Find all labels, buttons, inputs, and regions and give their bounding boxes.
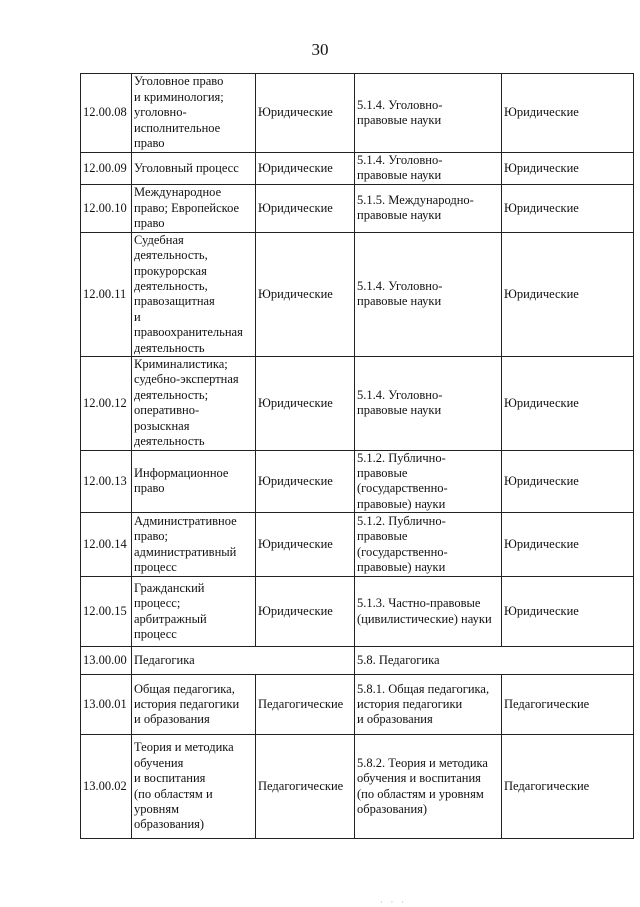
code-cell bbox=[81, 647, 132, 675]
new-branch-cell-text: Юридические bbox=[504, 160, 579, 175]
name-cell bbox=[132, 577, 256, 647]
name-cell-text: Уголовный процесс bbox=[134, 160, 239, 175]
new-branch-cell bbox=[502, 735, 634, 839]
code-cell-text: 12.00.08 bbox=[83, 105, 127, 120]
new-branch-cell-text: Юридические bbox=[504, 603, 579, 618]
new-branch-cell bbox=[502, 357, 634, 450]
new-spec-cell bbox=[355, 735, 502, 839]
new-branch-cell bbox=[502, 232, 634, 356]
branch-cell-text: Юридические bbox=[258, 286, 333, 301]
new-spec-cell bbox=[355, 450, 502, 513]
new-branch-cell bbox=[502, 74, 634, 153]
group-row bbox=[81, 647, 634, 675]
table-row bbox=[81, 74, 634, 153]
new-spec-cell bbox=[355, 357, 502, 450]
code-cell-text: 12.00.12 bbox=[83, 395, 127, 410]
group-name-cell bbox=[132, 647, 355, 675]
table-row bbox=[81, 577, 634, 647]
new-branch-cell bbox=[502, 184, 634, 232]
branch-cell bbox=[256, 74, 355, 153]
new-spec-cell bbox=[355, 184, 502, 232]
branch-cell-text: Юридические bbox=[258, 536, 333, 551]
name-cell-text: Гражданский процесс; арбитражный процесс bbox=[134, 580, 207, 642]
new-spec-cell-text: 5.8.1. Общая педагогика, история педагогики и образования bbox=[357, 681, 490, 727]
page-number: 30 bbox=[311, 40, 329, 59]
code-cell bbox=[81, 513, 132, 577]
code-cell bbox=[81, 184, 132, 232]
new-branch-cell-text: Юридические bbox=[504, 105, 579, 120]
code-cell bbox=[81, 232, 132, 356]
name-cell bbox=[132, 513, 256, 577]
group-new-spec-cell-text: 5.8. Педагогика bbox=[357, 652, 440, 667]
table-body bbox=[81, 74, 634, 839]
code-cell bbox=[81, 735, 132, 839]
new-branch-cell bbox=[502, 513, 634, 577]
branch-cell-text: Юридические bbox=[258, 160, 333, 175]
new-branch-cell bbox=[502, 153, 634, 185]
table-row bbox=[81, 675, 634, 735]
branch-cell-text: Юридические bbox=[258, 200, 333, 215]
table-row bbox=[81, 153, 634, 185]
name-cell-text: Уголовное право и криминология; уголовно- исполнительное право bbox=[134, 74, 224, 151]
code-cell bbox=[81, 450, 132, 513]
new-branch-cell-text: Педагогические bbox=[504, 778, 590, 793]
new-branch-cell-text: Педагогические bbox=[504, 696, 590, 711]
new-spec-cell bbox=[355, 675, 502, 735]
scan-artifact: · · · bbox=[380, 898, 407, 907]
new-spec-cell-text: 5.1.2. Публично- правовые (государственно- правовые) науки bbox=[357, 450, 448, 511]
name-cell bbox=[132, 675, 256, 735]
new-spec-cell-text: 5.1.4. Уголовно- правовые науки bbox=[357, 153, 443, 183]
new-spec-cell-text: 5.1.5. Международно- правовые науки bbox=[357, 192, 474, 223]
branch-cell-text: Педагогические bbox=[258, 778, 344, 793]
branch-cell-text: Юридические bbox=[258, 105, 333, 120]
new-spec-cell bbox=[355, 74, 502, 153]
name-cell bbox=[132, 232, 256, 356]
branch-cell-text: Педагогические bbox=[258, 696, 344, 711]
new-spec-cell-text: 5.1.4. Уголовно- правовые науки bbox=[357, 279, 443, 309]
name-cell-text: Судебная деятельность, прокурорская деятельность, правозащитная и правоохранительная деятельность bbox=[134, 232, 243, 355]
code-cell-text: 12.00.11 bbox=[83, 286, 127, 301]
new-branch-cell-text: Юридические bbox=[504, 286, 579, 301]
table-row bbox=[81, 232, 634, 356]
name-cell bbox=[132, 74, 256, 153]
name-cell bbox=[132, 184, 256, 232]
new-branch-cell-text: Юридические bbox=[504, 473, 579, 488]
new-spec-cell-text: 5.1.3. Частно-правовые (цивилистические) науки bbox=[357, 596, 492, 626]
code-cell bbox=[81, 74, 132, 153]
name-cell-text: Общая педагогика, история педагогики и образования bbox=[134, 681, 240, 727]
table-row bbox=[81, 184, 634, 232]
code-cell bbox=[81, 357, 132, 450]
new-branch-cell-text: Юридические bbox=[504, 200, 579, 215]
name-cell bbox=[132, 153, 256, 185]
new-spec-cell bbox=[355, 513, 502, 577]
group-name-cell-text: Педагогика bbox=[134, 652, 195, 667]
new-branch-cell bbox=[502, 675, 634, 735]
branch-cell bbox=[256, 450, 355, 513]
name-cell bbox=[132, 357, 256, 450]
name-cell-text: Информационное право bbox=[134, 465, 229, 496]
table-row bbox=[81, 450, 634, 513]
new-branch-cell-text: Юридические bbox=[504, 536, 579, 551]
code-cell bbox=[81, 675, 132, 735]
table-row bbox=[81, 513, 634, 577]
new-spec-cell-text: 5.1.4. Уголовно- правовые науки bbox=[357, 387, 443, 418]
code-cell-text: 12.00.14 bbox=[83, 536, 127, 551]
code-cell-text: 12.00.10 bbox=[83, 200, 127, 215]
name-cell-text: Международное право; Европейское право bbox=[134, 185, 240, 231]
code-cell bbox=[81, 153, 132, 185]
name-cell bbox=[132, 450, 256, 513]
new-spec-cell-text: 5.8.2. Теория и методика обучения и воспитания (по областям и уровням образования) bbox=[357, 755, 488, 817]
code-cell-text: 12.00.13 bbox=[83, 473, 127, 488]
name-cell-text: Теория и методика обучения и воспитания (по областям и уровням образования) bbox=[134, 740, 234, 832]
branch-cell bbox=[256, 153, 355, 185]
code-cell-text: 13.00.00 bbox=[83, 652, 127, 667]
branch-cell bbox=[256, 513, 355, 577]
new-branch-cell bbox=[502, 577, 634, 647]
code-cell-text: 13.00.02 bbox=[83, 778, 127, 793]
branch-cell-text: Юридические bbox=[258, 603, 333, 618]
branch-cell-text: Юридические bbox=[258, 473, 333, 488]
code-cell-text: 12.00.09 bbox=[83, 160, 127, 175]
new-branch-cell bbox=[502, 450, 634, 513]
branch-cell bbox=[256, 675, 355, 735]
branch-cell bbox=[256, 735, 355, 839]
table-row bbox=[81, 735, 634, 839]
code-cell-text: 13.00.01 bbox=[83, 696, 127, 711]
branch-cell bbox=[256, 357, 355, 450]
new-branch-cell-text: Юридические bbox=[504, 395, 579, 410]
table-row bbox=[81, 357, 634, 450]
group-new-spec-cell bbox=[355, 647, 634, 675]
branch-cell-text: Юридические bbox=[258, 395, 333, 410]
specialty-table bbox=[80, 73, 634, 839]
new-spec-cell-text: 5.1.4. Уголовно- правовые науки bbox=[357, 97, 443, 127]
code-cell bbox=[81, 577, 132, 647]
branch-cell bbox=[256, 232, 355, 356]
new-spec-cell bbox=[355, 232, 502, 356]
code-cell-text: 12.00.15 bbox=[83, 603, 127, 618]
new-spec-cell-text: 5.1.2. Публично- правовые (государственно- правовые) науки bbox=[357, 513, 448, 575]
new-spec-cell bbox=[355, 577, 502, 647]
name-cell bbox=[132, 735, 256, 839]
branch-cell bbox=[256, 184, 355, 232]
name-cell-text: Криминалистика; судебно-экспертная деятельность; оперативно- розыскная деятельность bbox=[134, 357, 239, 449]
branch-cell bbox=[256, 577, 355, 647]
new-spec-cell bbox=[355, 153, 502, 185]
name-cell-text: Административное право; административный процесс bbox=[134, 513, 237, 575]
